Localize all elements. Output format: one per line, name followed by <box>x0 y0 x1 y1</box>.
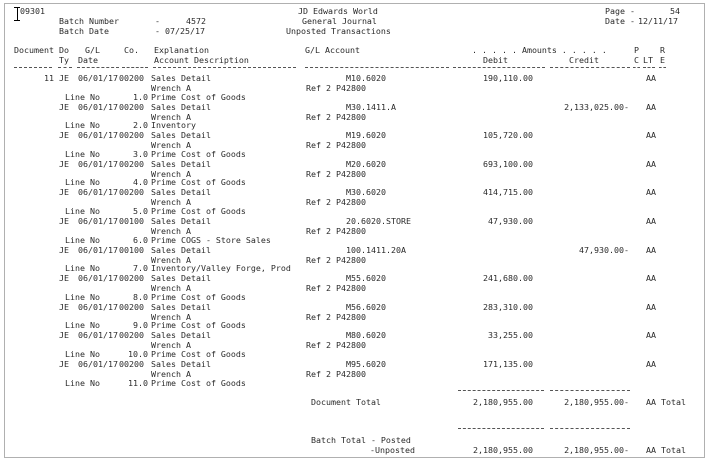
account-description: Wrench A <box>151 83 191 93</box>
col-p: P <box>634 45 639 55</box>
explanation: Sales Detail <box>151 245 211 255</box>
company: 00100 <box>119 245 144 255</box>
col-debit: Debit <box>483 55 508 65</box>
explanation: Sales Detail <box>151 273 211 283</box>
col-e: E <box>660 55 665 65</box>
credit-amount: 47,930.00- <box>579 245 629 255</box>
line-no-label: Line No <box>65 206 100 216</box>
explanation: Sales Detail <box>151 359 211 369</box>
ledger-type: AA <box>646 245 656 255</box>
col-amounts: . . . . . Amounts . . . . . <box>472 45 607 55</box>
explanation: Sales Detail <box>151 73 211 83</box>
account-description: Wrench A <box>151 226 191 236</box>
ledger-type: AA <box>646 73 656 83</box>
ledger-type: AA <box>646 102 656 112</box>
line-no-value: 1.0 <box>133 92 148 102</box>
col-date: Date <box>78 55 98 65</box>
underline-co <box>122 67 148 68</box>
line-no-label: Line No <box>65 177 100 187</box>
gl-account: M80.6020 <box>346 330 386 340</box>
ledger-type: AA <box>646 130 656 140</box>
document-total-lt: AA <box>646 397 656 407</box>
underline-debit <box>453 67 545 68</box>
gl-date: 06/01/17 <box>78 359 118 369</box>
gl-account: M30.1411.A <box>346 102 396 112</box>
report-date: 12/11/17 <box>638 16 678 26</box>
reference: Ref 2 P42800 <box>306 255 366 265</box>
doc-type: JE <box>59 102 69 112</box>
line-no-value: 3.0 <box>133 149 148 159</box>
report-subtitle: Unposted Transactions <box>286 26 391 36</box>
account-description: Wrench A <box>151 112 191 122</box>
line-no-explanation: Prime Cost of Goods <box>151 149 246 159</box>
company: 00200 <box>119 73 144 83</box>
document-total-suffix: Total <box>661 397 686 407</box>
col-r: R <box>660 45 665 55</box>
ledger-type: AA <box>646 187 656 197</box>
gl-account: M56.6020 <box>346 302 386 312</box>
ledger-type: AA <box>646 302 656 312</box>
document-total-label: Document Total <box>311 397 381 407</box>
batch-total-unposted-label: -Unposted <box>370 445 415 455</box>
journal-title: General Journal <box>302 16 377 26</box>
reference: Ref 2 P42800 <box>306 312 366 322</box>
line-no-value: 5.0 <box>133 206 148 216</box>
line-no-explanation: Prime Cost of Goods <box>151 206 246 216</box>
company: 00200 <box>119 187 144 197</box>
account-description: Wrench A <box>151 169 191 179</box>
doc-type: JE <box>59 273 69 283</box>
explanation: Sales Detail <box>151 130 211 140</box>
explanation: Sales Detail <box>151 159 211 169</box>
reference: Ref 2 P42800 <box>306 112 366 122</box>
account-description: Wrench A <box>151 312 191 322</box>
debit-amount: 47,930.00 <box>488 216 533 226</box>
batch-date: - 07/25/17 <box>155 26 205 36</box>
gl-account: M20.6020 <box>346 159 386 169</box>
debit-amount: 283,310.00 <box>483 302 533 312</box>
line-no-explanation: Inventory <box>151 120 196 130</box>
col-account-description: Account Description <box>154 55 249 65</box>
col-gl: G/L <box>85 45 100 55</box>
company: 00200 <box>119 302 144 312</box>
underline-gl-account <box>305 67 449 68</box>
gl-date: 06/01/17 <box>78 302 118 312</box>
col-credit: Credit <box>569 55 599 65</box>
ledger-type: AA <box>646 159 656 169</box>
batch-date-label: Batch Date <box>59 26 109 36</box>
explanation: Sales Detail <box>151 187 211 197</box>
gl-date: 06/01/17 <box>78 73 118 83</box>
batch-number-separator: - <box>155 16 160 26</box>
batch-total-credit: 2,180,955.00- <box>564 445 629 455</box>
ledger-type: AA <box>646 359 656 369</box>
line-no-label: Line No <box>65 320 100 330</box>
page-label: Page - <box>605 6 635 16</box>
gl-date: 06/01/17 <box>78 130 118 140</box>
line-no-value: 7.0 <box>133 263 148 273</box>
line-no-label: Line No <box>65 149 100 159</box>
gl-account: M10.6020 <box>346 73 386 83</box>
underline-explanation <box>153 67 296 68</box>
reference: Ref 2 P42800 <box>306 283 366 293</box>
doc-type: JE <box>59 159 69 169</box>
account-description: Wrench A <box>151 369 191 379</box>
underline-p <box>633 67 640 68</box>
reference: Ref 2 P42800 <box>306 140 366 150</box>
document-total-debit: 2,180,955.00 <box>473 397 533 407</box>
company: 00200 <box>119 330 144 340</box>
debit-amount: 190,110.00 <box>483 73 533 83</box>
explanation: Sales Detail <box>151 302 211 312</box>
underline-do <box>58 67 72 68</box>
doc-type: JE <box>59 330 69 340</box>
gl-date: 06/01/17 <box>78 102 118 112</box>
doc-type: JE <box>59 302 69 312</box>
ledger-type: AA <box>646 216 656 226</box>
col-gl-account: G/L Account <box>305 45 360 55</box>
company: 00200 <box>119 159 144 169</box>
account-description: Wrench A <box>151 197 191 207</box>
batch-credit-rule <box>550 428 630 429</box>
account-description: Wrench A <box>151 283 191 293</box>
company: 00200 <box>119 359 144 369</box>
underline-r <box>659 67 666 68</box>
credit-amount: 2,133,025.00- <box>564 102 629 112</box>
doc-type: JE <box>59 359 69 369</box>
line-no-label: Line No <box>65 92 100 102</box>
line-no-label: Line No <box>65 292 100 302</box>
company-title: JD Edwards World <box>298 6 378 16</box>
gl-account: M19.6020 <box>346 130 386 140</box>
company: 00100 <box>119 216 144 226</box>
gl-account: 100.1411.20A <box>346 245 406 255</box>
col-ty: Ty <box>59 55 69 65</box>
line-no-explanation: Prime COGS - Store Sales <box>151 235 271 245</box>
col-do: Do <box>59 45 69 55</box>
line-no-explanation: Prime Cost of Goods <box>151 177 246 187</box>
underline-date <box>77 67 119 68</box>
explanation: Sales Detail <box>151 216 211 226</box>
document-number: 11 <box>44 73 54 83</box>
line-no-explanation: Prime Cost of Goods <box>151 320 246 330</box>
gl-date: 06/01/17 <box>78 159 118 169</box>
line-no-label: Line No <box>65 349 100 359</box>
final-line-explanation: Prime Cost of Goods <box>151 378 246 388</box>
doc-type: JE <box>59 216 69 226</box>
col-document: Document <box>14 45 54 55</box>
line-no-explanation: Prime Cost of Goods <box>151 92 246 102</box>
col-lt: LT <box>643 55 653 65</box>
gl-account: 20.6020.STORE <box>346 216 411 226</box>
line-no-explanation: Prime Cost of Goods <box>151 292 246 302</box>
report-id: 09301 <box>20 6 45 16</box>
company: 00200 <box>119 102 144 112</box>
ledger-type: AA <box>646 330 656 340</box>
line-no-value: 8.0 <box>133 292 148 302</box>
document-total-credit: 2,180,955.00- <box>564 397 629 407</box>
debit-amount: 105,720.00 <box>483 130 533 140</box>
explanation: Sales Detail <box>151 330 211 340</box>
batch-total-suffix: Total <box>661 445 686 455</box>
total-debit-rule <box>458 390 544 391</box>
line-no-value: 6.0 <box>133 235 148 245</box>
debit-amount: 414,715.00 <box>483 187 533 197</box>
reference: Ref 2 P42800 <box>306 83 366 93</box>
account-description: Wrench A <box>151 140 191 150</box>
line-no-value: 4.0 <box>133 177 148 187</box>
batch-total-debit: 2,180,955.00 <box>473 445 533 455</box>
doc-type: JE <box>59 245 69 255</box>
col-co: Co. <box>124 45 139 55</box>
underline-document <box>14 67 52 68</box>
batch-total-lt: AA <box>646 445 656 455</box>
gl-date: 06/01/17 <box>78 216 118 226</box>
line-no-label: Line No <box>65 263 100 273</box>
ledger-type: AA <box>646 273 656 283</box>
batch-debit-rule <box>458 428 544 429</box>
debit-amount: 241,680.00 <box>483 273 533 283</box>
company: 00200 <box>119 273 144 283</box>
gl-account: M30.6020 <box>346 187 386 197</box>
line-no-label: Line No <box>65 235 100 245</box>
line-no-value: 9.0 <box>133 320 148 330</box>
debit-amount: 33,255.00 <box>488 330 533 340</box>
account-description: Wrench A <box>151 340 191 350</box>
line-no-label: Line No <box>65 120 100 130</box>
final-line-label: Line No <box>65 378 100 388</box>
debit-amount: 693,100.00 <box>483 159 533 169</box>
batch-number: 4572 <box>186 16 206 26</box>
col-explanation: Explanation <box>154 45 209 55</box>
explanation: Sales Detail <box>151 102 211 112</box>
underline-credit <box>550 67 630 68</box>
gl-date: 06/01/17 <box>78 187 118 197</box>
reference: Ref 2 P42800 <box>306 340 366 350</box>
line-no-value: 10.0 <box>128 349 148 359</box>
company: 00200 <box>119 130 144 140</box>
gl-date: 06/01/17 <box>78 330 118 340</box>
reference: Ref 2 P42800 <box>306 169 366 179</box>
doc-type: JE <box>59 187 69 197</box>
reference: Ref 2 P42800 <box>306 369 366 379</box>
line-no-explanation: Prime Cost of Goods <box>151 349 246 359</box>
gl-account: M55.6020 <box>346 273 386 283</box>
underline-lt <box>643 67 655 68</box>
debit-amount: 171,135.00 <box>483 359 533 369</box>
reference: Ref 2 P42800 <box>306 197 366 207</box>
gl-account: M95.6020 <box>346 359 386 369</box>
batch-total-label: Batch Total - Posted <box>311 435 411 445</box>
doc-type: JE <box>59 130 69 140</box>
page-number: 54 <box>670 6 680 16</box>
date-label: Date - <box>605 16 635 26</box>
line-no-explanation: Inventory/Valley Forge, Prod <box>151 263 291 273</box>
col-c: C <box>634 55 639 65</box>
batch-number-label: Batch Number <box>59 16 119 26</box>
reference: Ref 2 P42800 <box>306 226 366 236</box>
line-no-value: 2.0 <box>133 120 148 130</box>
account-description: Wrench A <box>151 255 191 265</box>
gl-date: 06/01/17 <box>78 273 118 283</box>
gl-date: 06/01/17 <box>78 245 118 255</box>
final-line-number: 11.0 <box>128 378 148 388</box>
total-credit-rule <box>550 390 630 391</box>
doc-type: JE <box>59 73 69 83</box>
